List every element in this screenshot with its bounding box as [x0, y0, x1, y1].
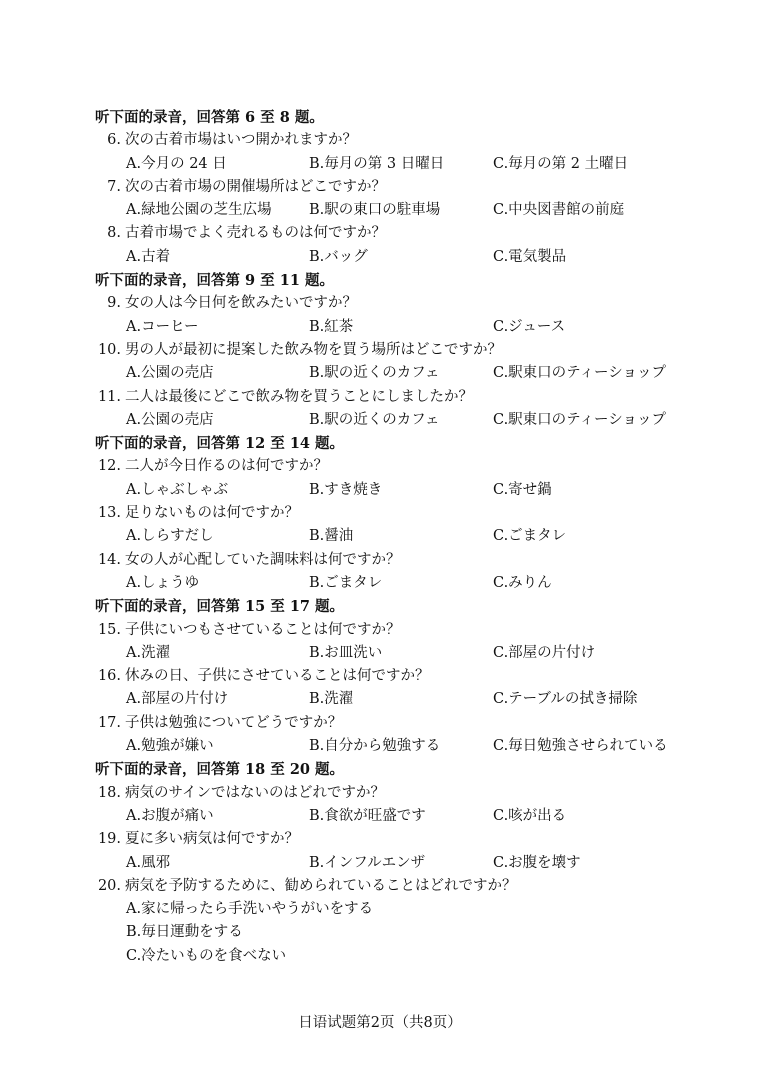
question-text: 男の人が最初に提案した飲み物を買う場所はどこですか？ — [125, 341, 502, 358]
question-number: 9. — [107, 295, 121, 312]
question-item — [95, 619, 735, 642]
option-a: A.部屋の片付け — [126, 691, 229, 708]
option-row — [95, 805, 735, 828]
option-a: A.洗濯 — [126, 644, 171, 661]
question-item — [95, 782, 735, 805]
option-row — [95, 362, 735, 385]
option-row — [95, 735, 735, 758]
option-c: C.冷たいものを食べない — [126, 947, 287, 964]
option-row — [95, 898, 735, 921]
option-a: A.公園の売店 — [126, 411, 214, 428]
question-item — [95, 386, 735, 409]
question-text: 休みの日、子供にさせていることは何ですか？ — [125, 668, 430, 685]
section-heading: 听下面的录音，回答第 6 至 8 题。 — [95, 109, 324, 126]
section-heading: 听下面的录音，回答第 18 至 20 题。 — [95, 761, 345, 779]
option-row — [95, 525, 735, 548]
option-b: B.自分から勉強する — [309, 738, 441, 755]
question-item — [95, 176, 735, 199]
option-a: A.お腹が痛い — [126, 807, 214, 824]
option-row — [95, 688, 735, 711]
option-row — [95, 945, 735, 968]
question-text: 足りないものは何ですか？ — [125, 505, 299, 522]
question-item — [95, 549, 735, 572]
option-row — [95, 153, 735, 176]
option-b: B.インフルエンザ — [309, 854, 426, 871]
option-b: B.ごまタレ — [309, 574, 383, 591]
question-number: 7. — [107, 178, 121, 195]
question-item — [95, 222, 735, 245]
option-a: A.緑地公園の芝生広場 — [126, 202, 272, 219]
option-row — [95, 921, 735, 944]
question-number: 15. — [97, 621, 121, 638]
option-b: B.お皿洗い — [309, 644, 383, 661]
option-a: A.風邪 — [126, 854, 171, 871]
option-c: C.テーブルの拭き掃除 — [493, 691, 638, 708]
question-number: 10. — [97, 341, 121, 358]
option-c: C.駅東口のティーショップ — [493, 365, 666, 382]
option-a: A.コーヒー — [126, 318, 199, 335]
option-c: C.お腹を壊す — [493, 854, 581, 871]
option-row — [95, 572, 735, 595]
question-text: 子供にいつもさせていることは何ですか？ — [125, 621, 401, 638]
option-b: B.駅の東口の駐車場 — [309, 202, 441, 219]
question-number: 8. — [107, 225, 121, 242]
option-c: C.駅東口のティーショップ — [493, 411, 666, 428]
question-text: 夏に多い病気は何ですか？ — [125, 831, 299, 848]
option-c: C.電気製品 — [493, 248, 567, 265]
question-item — [95, 712, 735, 735]
question-item — [95, 875, 735, 898]
question-number: 17. — [97, 714, 121, 731]
option-b: B.バッグ — [309, 248, 368, 265]
question-number: 20. — [97, 877, 121, 894]
question-item — [95, 502, 735, 525]
question-text: 古着市場でよく売れるものは何ですか？ — [125, 225, 386, 242]
option-b: B.毎日運動をする — [126, 924, 243, 941]
question-number: 19. — [97, 831, 121, 848]
option-row — [95, 642, 735, 665]
question-text: 女の人が心配していた調味料は何ですか？ — [125, 551, 401, 568]
option-b: B.すき焼き — [309, 481, 383, 498]
option-a: A.家に帰ったら手洗いやうがいをする — [126, 901, 374, 918]
question-item — [95, 129, 735, 152]
option-c: C.ジュース — [493, 318, 566, 335]
question-item — [95, 828, 735, 851]
option-row — [95, 316, 735, 339]
question-item — [95, 665, 735, 688]
option-b: B.食欲が旺盛です — [309, 807, 426, 824]
question-list — [95, 106, 735, 968]
question-text: 二人が今日作るのは何ですか？ — [125, 458, 328, 475]
question-text: 二人は最後にどこで飲み物を買うことにしましたか？ — [125, 388, 473, 405]
option-row — [95, 852, 735, 875]
section-heading: 听下面的录音，回答第 12 至 14 题。 — [95, 435, 345, 453]
option-row — [95, 409, 735, 432]
question-number: 14. — [97, 551, 121, 568]
question-text: 病気のサインではないのはどれですか？ — [125, 784, 385, 801]
option-b: B.醤油 — [309, 528, 354, 545]
question-text: 次の古着市場の開催場所はどこですか？ — [125, 178, 386, 195]
option-a: A.しゃぶしゃぶ — [126, 481, 229, 498]
option-c: C.中央図書館の前庭 — [493, 202, 625, 219]
option-b: B.紅茶 — [309, 318, 354, 335]
question-number: 13. — [97, 505, 121, 522]
option-b: B.洗濯 — [309, 691, 354, 708]
option-c: C.みりん — [493, 574, 552, 591]
option-a: A.勉強が嫌い — [126, 738, 214, 755]
question-number: 6. — [107, 132, 121, 149]
option-c: C.ごまタレ — [493, 528, 567, 545]
option-a: A.古着 — [126, 248, 171, 265]
question-number: 12. — [97, 458, 121, 475]
question-item — [95, 292, 735, 315]
question-text: 子供は勉強についてどうですか？ — [125, 714, 343, 731]
question-text: 女の人は今日何を飲みたいですか？ — [125, 295, 357, 312]
question-item — [95, 339, 735, 362]
question-text: 次の古着市場はいつ開かれますか？ — [125, 132, 357, 149]
section-heading: 听下面的录音，回答第 15 至 17 题。 — [95, 598, 345, 616]
page-footer: 日语试题第2页（共8页） — [298, 1015, 462, 1031]
question-item — [95, 455, 735, 478]
option-row — [95, 199, 735, 222]
question-number: 16. — [97, 668, 121, 685]
question-number: 11. — [97, 388, 121, 405]
option-b: B.毎月の第 3 日曜日 — [309, 155, 445, 172]
option-a: A.今月の 24 日 — [126, 155, 227, 172]
option-b: B.駅の近くのカフェ — [309, 365, 440, 382]
option-c: C.毎日勉強させられている — [493, 738, 668, 755]
option-row — [95, 246, 735, 269]
option-c: C.咳が出る — [493, 807, 567, 824]
option-c: C.毎月の第 2 土曜日 — [493, 155, 629, 172]
option-a: A.公園の売店 — [126, 365, 214, 382]
option-row — [95, 479, 735, 502]
option-c: C.部屋の片付け — [493, 644, 596, 661]
option-c: C.寄せ鍋 — [493, 481, 552, 498]
option-a: A.しょうゆ — [126, 574, 200, 591]
question-text: 病気を予防するために、勧められていることはどれですか？ — [125, 877, 517, 894]
question-number: 18. — [97, 784, 121, 801]
section-heading: 听下面的录音，回答第 9 至 11 题。 — [95, 272, 334, 290]
option-b: B.駅の近くのカフェ — [309, 411, 440, 428]
option-a: A.しらすだし — [126, 528, 214, 545]
